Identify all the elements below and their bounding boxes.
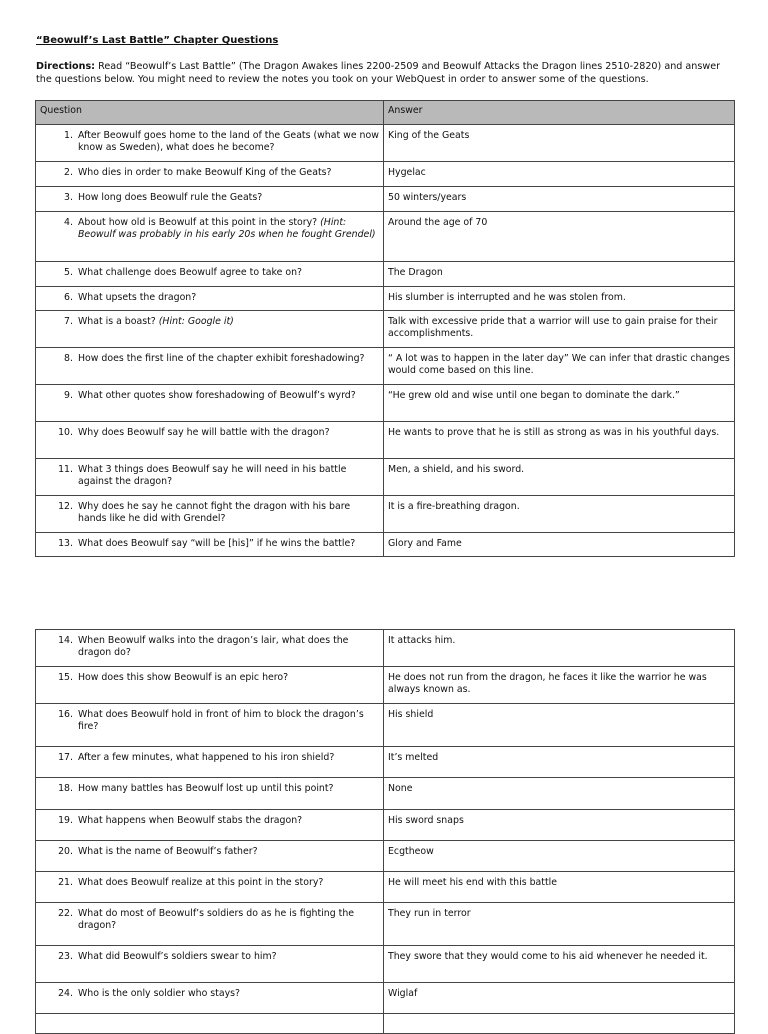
questions-table-2: [35, 629, 735, 1034]
answer-cell: Around the age of 70: [384, 212, 735, 262]
question-number: 23.: [58, 951, 73, 962]
directions-paragraph: [36, 60, 736, 86]
question-cell: [36, 212, 384, 262]
table-row: [36, 125, 735, 162]
table-row: [36, 287, 735, 311]
answer-cell: King of the Geats: [384, 125, 735, 162]
question-text: What upsets the dragon?: [78, 292, 197, 303]
question-number: 15.: [58, 672, 73, 683]
answer-cell: They run in terror: [384, 903, 735, 946]
question-number: 21.: [58, 877, 73, 888]
question-text: What happens when Beowulf stabs the dragon?: [78, 815, 303, 826]
question-text: Who is the only soldier who stays?: [78, 988, 240, 999]
table-row: [36, 778, 735, 810]
question-number: 19.: [58, 815, 73, 826]
question-number: 1.: [64, 130, 73, 141]
table-row: [36, 262, 735, 287]
table-row: [36, 422, 735, 459]
question-number: 12.: [58, 501, 73, 512]
question-number: 3.: [64, 192, 73, 203]
answer-cell: Ecgtheow: [384, 841, 735, 872]
answer-cell: His shield: [384, 704, 735, 747]
question-text: What other quotes show foreshadowing of Beowulf’s wyrd?: [78, 390, 356, 401]
questions-table-2-body: [36, 630, 735, 1034]
document-title: “Beowulf’s Last Battle” Chapter Questions: [36, 35, 279, 46]
table-row: [36, 212, 735, 262]
question-cell: [36, 385, 384, 422]
answer-cell: He will meet his end with this battle: [384, 872, 735, 903]
question-cell: [36, 496, 384, 533]
question-text: What does Beowulf hold in front of him to block the dragon’s fire?: [78, 709, 364, 732]
question-cell: [36, 348, 384, 385]
answer-cell: It is a fire-breathing dragon.: [384, 496, 735, 533]
question-number: 13.: [58, 538, 73, 549]
table-row: [36, 872, 735, 903]
table-header-row: [36, 101, 735, 125]
question-cell: [36, 287, 384, 311]
question-cell: [36, 667, 384, 704]
question-text: What does Beowulf say “will be [his]” if he wins the battle?: [78, 538, 356, 549]
question-text: After a few minutes, what happened to his iron shield?: [78, 752, 335, 763]
question-text: When Beowulf walks into the dragon’s lair, what does the dragon do?: [78, 635, 349, 658]
question-number: 9.: [64, 390, 73, 401]
question-cell: [36, 872, 384, 903]
table-row: [36, 162, 735, 187]
table-row: [36, 385, 735, 422]
answer-cell: Glory and Fame: [384, 533, 735, 557]
question-number: 20.: [58, 846, 73, 857]
table-row: [36, 704, 735, 747]
answer-cell: Hygelac: [384, 162, 735, 187]
answer-cell: Wiglaf: [384, 983, 735, 1014]
directions-label: Directions:: [36, 61, 96, 72]
table-row: [36, 667, 735, 704]
table-row: [36, 533, 735, 557]
questions-table-1: [35, 100, 735, 557]
question-number: 7.: [64, 316, 73, 327]
question-cell: [36, 162, 384, 187]
question-text: Why does Beowulf say he will battle with the dragon?: [78, 427, 330, 438]
question-cell: [36, 946, 384, 983]
table-row: [36, 187, 735, 212]
question-hint: (Hint: Beowulf was probably in his early 20s when he fought Grendel): [78, 217, 376, 240]
answer-cell: He wants to prove that he is still as strong as was in his youthful days.: [384, 422, 735, 459]
question-number: 4.: [64, 217, 73, 228]
question-cell: [36, 459, 384, 496]
question-text: What did Beowulf’s soldiers swear to him?: [78, 951, 277, 962]
table-row: [36, 903, 735, 946]
question-text: What challenge does Beowulf agree to take on?: [78, 267, 302, 278]
question-cell: [36, 810, 384, 841]
table-row: [36, 946, 735, 983]
questions-table-1-body: [36, 125, 735, 557]
answer-cell: His slumber is interrupted and he was stolen from.: [384, 287, 735, 311]
question-cell: [36, 311, 384, 348]
question-number: 22.: [58, 908, 73, 919]
question-number: 5.: [64, 267, 73, 278]
question-text: What is the name of Beowulf’s father?: [78, 846, 258, 857]
question-text: Why does he say he cannot fight the dragon with his bare hands like he did with Grendel?: [78, 501, 351, 524]
question-text: What does Beowulf realize at this point in the story?: [78, 877, 324, 888]
table-row: [36, 747, 735, 778]
question-number: 24.: [58, 988, 73, 999]
answer-cell: “ A lot was to happen in the later day” We can infer that drastic changes would come based on this line.: [384, 348, 735, 385]
question-text: How does this show Beowulf is an epic hero?: [78, 672, 289, 683]
question-cell: [36, 125, 384, 162]
question-text: What is a boast?: [78, 316, 159, 327]
question-cell: [36, 841, 384, 872]
answer-cell: It’s melted: [384, 747, 735, 778]
answer-cell: They swore that they would come to his aid whenever he needed it.: [384, 946, 735, 983]
answer-cell: The Dragon: [384, 262, 735, 287]
table-row: [36, 630, 735, 667]
table-row: [36, 459, 735, 496]
question-cell: [36, 422, 384, 459]
answer-column-header: Answer: [384, 101, 735, 125]
question-cell: [36, 187, 384, 212]
question-text: What do most of Beowulf’s soldiers do as he is fighting the dragon?: [78, 908, 355, 931]
question-cell: [36, 983, 384, 1014]
question-cell: [36, 630, 384, 667]
answer-cell: It attacks him.: [384, 630, 735, 667]
table-row: [36, 496, 735, 533]
question-text: About how old is Beowulf at this point in the story?: [78, 217, 321, 228]
question-text: How long does Beowulf rule the Geats?: [78, 192, 263, 203]
question-cell: [36, 778, 384, 810]
table-row: [36, 311, 735, 348]
question-text: What 3 things does Beowulf say he will need in his battle against the dragon?: [78, 464, 347, 487]
question-cell: [36, 747, 384, 778]
question-text: How does the first line of the chapter exhibit foreshadowing?: [78, 353, 365, 364]
question-text: How many battles has Beowulf lost up until this point?: [78, 783, 334, 794]
question-number: 6.: [64, 292, 73, 303]
question-number: 11.: [58, 464, 73, 475]
question-number: 2.: [64, 167, 73, 178]
question-number: 17.: [58, 752, 73, 763]
question-cell: [36, 262, 384, 287]
question-number: 10.: [58, 427, 73, 438]
answer-cell: 50 winters/years: [384, 187, 735, 212]
directions-text: Read “Beowulf’s Last Battle” (The Dragon Awakes lines 2200-2509 and Beowulf Attacks the Dragon lines 2510-2820) and answer the questions below. You might need to review the notes you took on your WebQuest in order to answer some of the questions.: [36, 61, 721, 85]
answer-cell: Men, a shield, and his sword.: [384, 459, 735, 496]
answer-cell: He does not run from the dragon, he faces it like the warrior he was always known as.: [384, 667, 735, 704]
table-row: [36, 983, 735, 1014]
answer-cell: None: [384, 778, 735, 810]
table-row: [36, 810, 735, 841]
question-cell: [36, 903, 384, 946]
question-hint: (Hint: Google it): [158, 316, 234, 327]
table-row: [36, 348, 735, 385]
question-text: After Beowulf goes home to the land of the Geats (what we now know as Sweden), what does he become?: [78, 130, 379, 153]
answer-cell: Talk with excessive pride that a warrior will use to gain praise for their accomplishments.: [384, 311, 735, 348]
question-number: 18.: [58, 783, 73, 794]
question-number: 16.: [58, 709, 73, 720]
question-column-header: Question: [36, 101, 384, 125]
answer-cell: His sword snaps: [384, 810, 735, 841]
question-number: 14.: [58, 635, 73, 646]
question-cell: [36, 533, 384, 557]
question-text: Who dies in order to make Beowulf King of the Geats?: [78, 167, 332, 178]
answer-cell: “He grew old and wise until one began to dominate the dark.”: [384, 385, 735, 422]
question-number: 8.: [64, 353, 73, 364]
table-row: [36, 841, 735, 872]
question-cell: [36, 704, 384, 747]
